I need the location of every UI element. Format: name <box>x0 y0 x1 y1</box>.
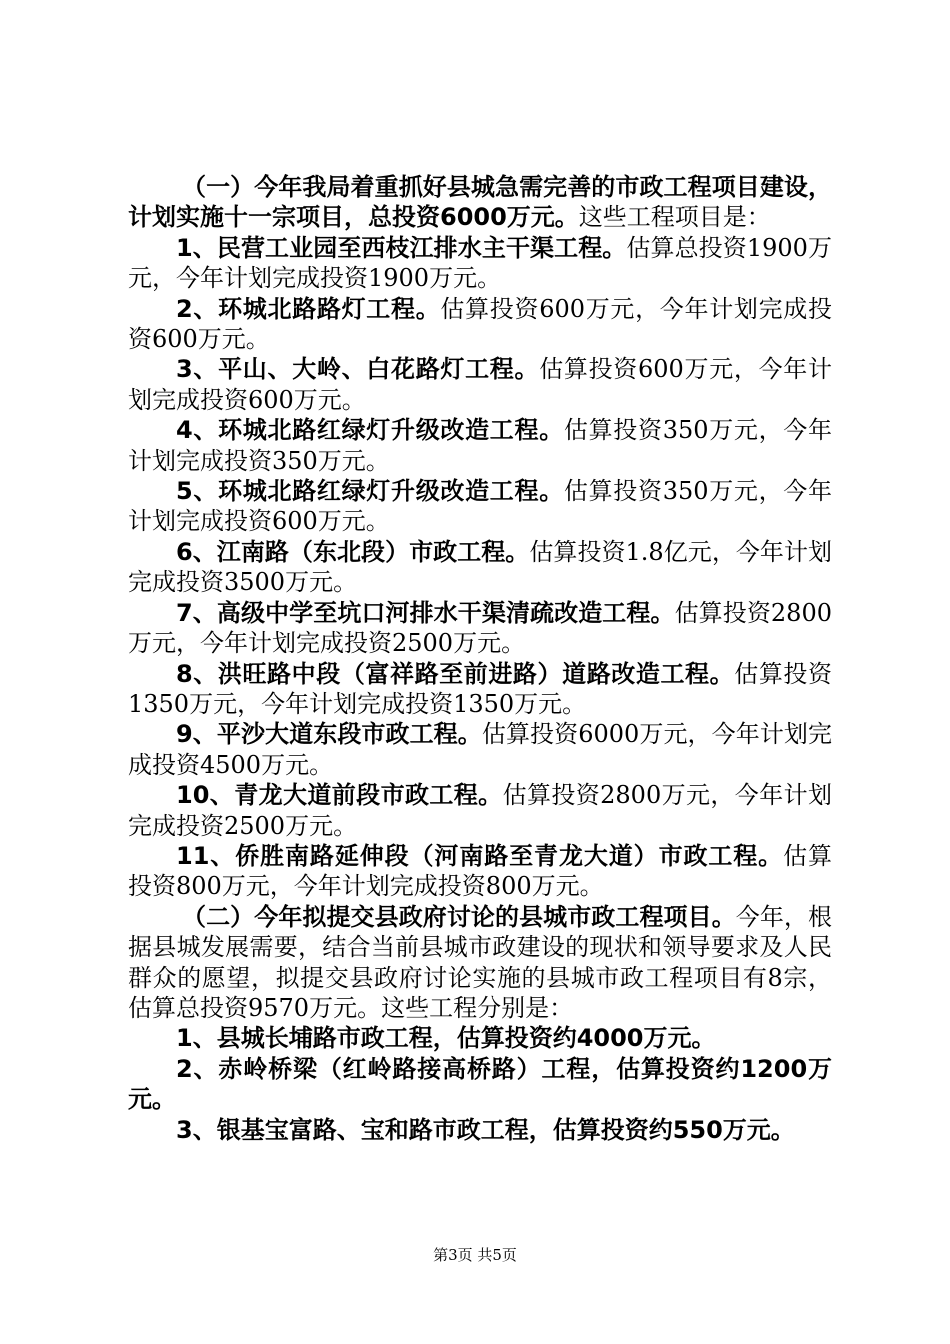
paragraph-text: 估算投资2800万元，今年计划完成投资2500万元。 <box>128 781 833 840</box>
list-item <box>128 233 832 294</box>
list-item <box>128 719 832 780</box>
list-item <box>128 415 832 476</box>
paragraph-lead: （一）今年我局着重抓好县城急需完善的市政工程项目建设，计划实施十一宗项目，总投资6000万元。 <box>128 173 832 232</box>
list-item <box>128 1054 832 1115</box>
list-item <box>128 294 832 355</box>
paragraph-text: 今年，根据县城发展需要，结合当前县城市政建设的现状和领导要求及人民群众的愿望，拟提交县政府讨论实施的县城市政工程项目有8宗，估算总投资9570万元。这些工程分别是： <box>128 902 833 1022</box>
paragraph-lead: 6、江南路（东北段）市政工程。 <box>176 537 530 566</box>
paragraph-lead: 10、青龙大道前段市政工程。 <box>176 781 503 810</box>
document-body <box>128 172 832 1145</box>
paragraph-lead: 1、县城长埔路市政工程，估算投资约4000万元。 <box>176 1024 716 1053</box>
list-item <box>128 1023 832 1053</box>
paragraph-text: 估算投资350万元，今年计划完成投资600万元。 <box>128 477 832 536</box>
paragraph-text: 这些工程项目是： <box>578 203 771 232</box>
paragraph-lead: 1、民营工业园至西枝江排水主干渠工程。 <box>176 233 627 262</box>
paragraph-text: 估算投资600万元，今年计划完成投资600万元。 <box>128 355 833 414</box>
paragraph-lead: 4、环城北路红绿灯升级改造工程。 <box>176 416 564 445</box>
paragraph-lead: 2、赤岭桥梁（红岭路接高桥路）工程，估算投资约1200万元。 <box>128 1054 832 1114</box>
list-item <box>128 1115 832 1145</box>
paragraph-lead: 7、高级中学至坑口河排水干渠清疏改造工程。 <box>176 598 675 627</box>
list-item <box>128 780 832 841</box>
paragraph-lead: 9、平沙大道东段市政工程。 <box>176 720 482 749</box>
list-item <box>128 841 832 902</box>
paragraph-text: 估算投资1.8亿元，今年计划完成投资3500万元。 <box>128 537 833 597</box>
paragraph-lead: 3、平山、大岭、白花路灯工程。 <box>176 355 540 384</box>
list-item <box>128 598 832 659</box>
page-number: 第3页 共5页 <box>433 1246 517 1264</box>
paragraph-text: 估算投资2800万元，今年计划完成投资2500万元。 <box>128 598 832 658</box>
paragraph-text: 估算投资600万元，今年计划完成投资600万元。 <box>128 294 833 354</box>
paragraph-text: 估算投资6000万元，今年计划完成投资4500万元。 <box>128 720 833 779</box>
paragraph-text: 估算投资1350万元，今年计划完成投资1350万元。 <box>128 659 832 718</box>
paragraph-lead: 8、洪旺路中段（富祥路至前进路）道路改造工程。 <box>176 659 735 688</box>
paragraph-lead: 3、银基宝富路、宝和路市政工程，估算投资约550万元。 <box>176 1115 795 1144</box>
list-item <box>128 476 832 537</box>
page-footer <box>0 1244 950 1265</box>
section-heading-2 <box>128 902 832 1024</box>
paragraph-text: 估算总投资1900万元，今年计划完成投资1900万元。 <box>128 233 833 293</box>
paragraph-text: 估算投资800万元，今年计划完成投资800万元。 <box>128 841 832 901</box>
paragraph-lead: 11、侨胜南路延伸段（河南路至青龙大道）市政工程。 <box>176 841 784 870</box>
list-item <box>128 659 832 720</box>
paragraph-lead: 5、环城北路红绿灯升级改造工程。 <box>176 477 564 506</box>
paragraph-text: 估算投资350万元，今年计划完成投资350万元。 <box>128 416 832 475</box>
paragraph-lead: 2、环城北路路灯工程。 <box>176 294 441 323</box>
list-item <box>128 354 832 415</box>
paragraph-lead: （二）今年拟提交县政府讨论的县城市政工程项目。 <box>182 902 736 931</box>
section-heading-1 <box>128 172 832 233</box>
list-item <box>128 537 832 598</box>
